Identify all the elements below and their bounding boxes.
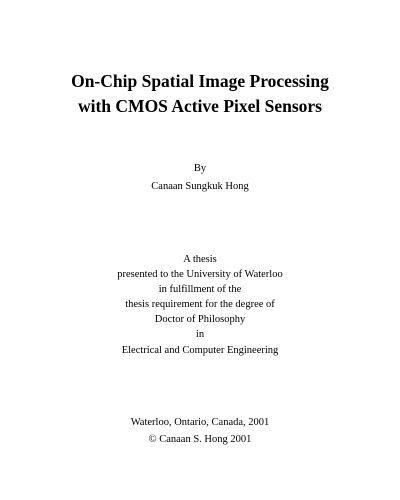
thesis-title-line-1: On-Chip Spatial Image Processing <box>71 71 329 91</box>
statement-line: thesis requirement for the degree of <box>125 299 275 310</box>
place-and-year: Waterloo, Ontario, Canada, 2001 <box>130 417 270 428</box>
statement-line: in fulfillment of the <box>158 284 242 295</box>
statement-line: presented to the University of Waterloo <box>117 269 283 280</box>
by-label: By <box>193 163 207 174</box>
copyright-notice: © Canaan S. Hong 2001 <box>148 434 252 445</box>
statement-line: A thesis <box>183 254 217 265</box>
author-name: Canaan Sungkuk Hong <box>151 181 249 192</box>
department-name: Electrical and Computer Engineering <box>121 345 279 356</box>
thesis-title-line-2: with CMOS Active Pixel Sensors <box>77 96 322 116</box>
statement-line: in <box>195 329 205 340</box>
degree-name: Doctor of Philosophy <box>154 314 246 325</box>
